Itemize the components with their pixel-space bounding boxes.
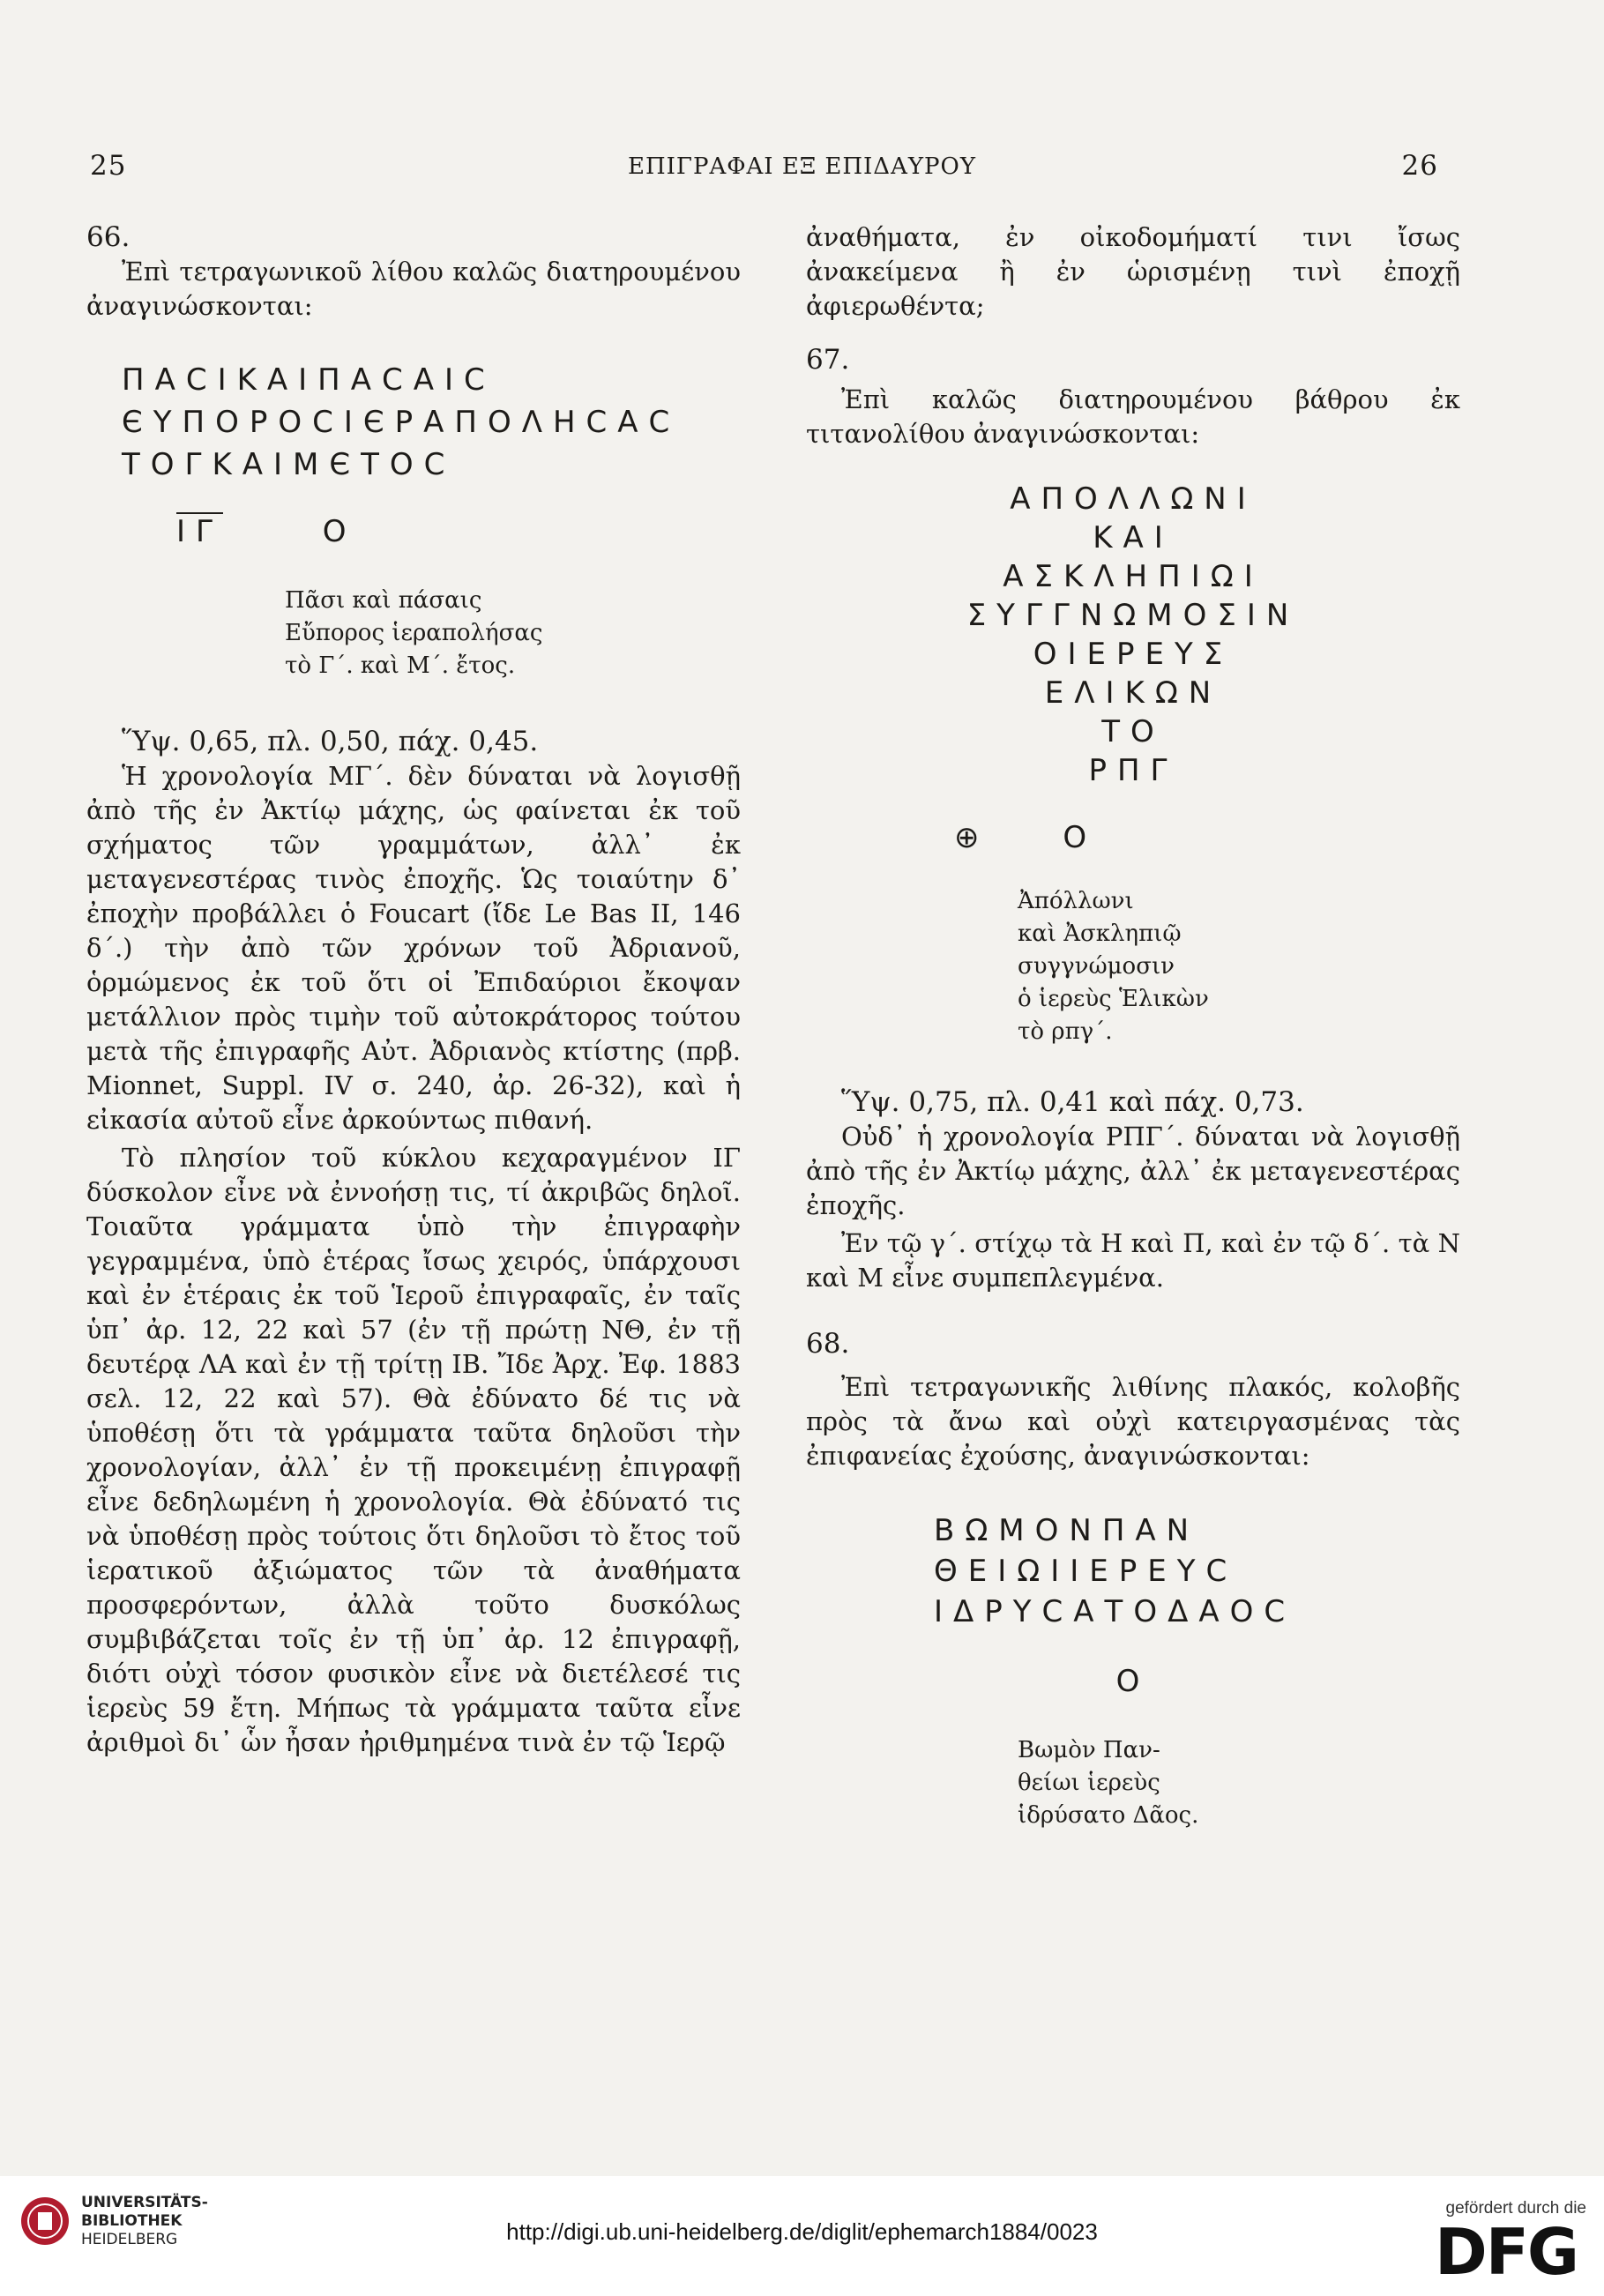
transcription-line: τὸ ρπγ΄.: [1018, 1018, 1113, 1045]
commentary-66-paragraph-2: Τὸ πλησίον τοῦ κύκλου κεχαραγμένον ΙΓ δύσκολον εἶνε νὰ ἐννοήσῃ τις, τί ἀκριβῶς δηλοῖ. Τοιαῦτα γράμματα ὑπὸ τὴν ἐπιγραφὴν γεγραμμένα, ὑπὸ ἑτέρας ἴσως χειρός, ὑπάρχουσι καὶ ἐν ἑτέραις ἐκ τοῦ Ἱεροῦ ἐπιγραφαῖς, ἐν ταῖς ὑπ᾽ ἀρ. 12, 22 καὶ 57 (ἐν τῇ πρώτῃ ΝΘ, ἐν τῇ δευτέρᾳ ΛΑ καὶ ἐν τῇ τρίτῃ ΙΒ. Ἴδε Ἀρχ. Ἐφ. 1883 σελ. 12, 22 καὶ 57). Θὰ ἐδύνατο δέ τις νὰ ὑποθέσῃ ὅτι τὰ γράμματα ταῦτα δηλοῦσι τὴν χρονολογίαν, ἀλλ᾽ ἐν τῇ προκειμένῃ ἐπιγραφῇ εἶνε δεδηλωμένη ἡ χρονολογία. Θὰ ἐδύνατό τις νὰ ὑποθέσῃ πρὸς τούτοις ὅτι δηλοῦσι τὸ ἔτος τοῦ ἱερατικοῦ ἀξιώματος τῶν τὰ ἀναθήματα προσφερόντων, ἀλλὰ τοῦτο δυσκόλως συμβιβάζεται τοῖς ἐν τῇ ὑπ᾽ ἀρ. 12 ἐπιγραφῇ, διότι οὐχὶ τόσον φυσικὸν εἶνε νὰ διετέλεσέ τις ἱερεὺς 59 ἔτη. Μήπως τὰ γράμματα ταῦτα εἶνε ἀριθμοὶ δι᾽ ὧν ἦσαν ἠριθμημένα τινὰ ἐν τῷ Ἱερῷ: [86, 1143, 741, 1757]
inscription-66: [122, 359, 741, 486]
transcription-line: καὶ Ἀσκληπιῷ: [1018, 921, 1182, 947]
commentary-67-paragraph-2: Ἐν τῷ γ΄. στίχῳ τὰ Η καὶ Π, καὶ ἐν τῷ δ΄. τὰ Ν καὶ Μ εἶνε συμπεπλεγμένα.: [806, 1228, 1460, 1293]
commentary-67-paragraph-1: Οὐδ᾽ ἡ χρονολογία ΡΠΓ΄. δύναται νὰ λογισθῇ ἀπὸ τῆς ἐν Ἀκτίῳ μάχης, ἀλλ᾽ ἐκ μεταγενεστέρας ἐποχῆς.: [806, 1122, 1460, 1220]
circled-cross-symbol: ⊕: [954, 820, 990, 855]
inscription-line: ΠΑCΙΚΑΙΠΑCΑΙC: [122, 362, 496, 398]
inscription-67: [806, 480, 1460, 790]
inscription-line: ΙΔΡΥCΑΤΟΔΑΟC: [934, 1594, 1296, 1629]
transcription-67: [1018, 885, 1460, 1048]
transcription-line: Εὔπορος ἱεραπολήσας: [285, 620, 543, 646]
continuation-text: ἀναθήματα, ἐν οἰκοδομήματί τινι ἴσως ἀνακείμενα ἢ ἐν ὡρισμένῃ τινὶ ἐποχῇ ἀφιερωθέντα;: [806, 222, 1460, 321]
inscription-line: ΑΣΚΛΗΠΙΩΙ: [1003, 559, 1264, 594]
running-title: ΕΠΙΓΡΑΦΑΙ ΕΞ ΕΠΙΔΑΥΡΟΥ: [627, 153, 976, 180]
transcription-line: Πᾶσι καὶ πάσαις: [285, 587, 482, 614]
section-number-67: 67.: [806, 344, 850, 376]
inscription-67-marks: [954, 816, 1460, 859]
inscription-line: ΤΟ: [1101, 714, 1165, 749]
inscription-line: ΟΙΕΡΕΥΣ: [1033, 637, 1234, 672]
inscription-line: ΤΟΓΚΑΙΜЄΤΟC: [122, 447, 456, 482]
transcription-line: ὁ ἱερεὺς Ἑλικὼν: [1018, 986, 1209, 1012]
inscription-line: ΣΥΓΓΝΩΜΟΣΙΝ: [966, 598, 1300, 633]
inscription-line: ΕΛΙΚΩΝ: [1044, 675, 1222, 711]
transcription-line: ἱδρύσατο Δᾶος.: [1018, 1802, 1199, 1829]
sponsor-text: gefördert durch die: [1445, 2199, 1586, 2218]
page-number-left: 25: [90, 150, 127, 182]
inscription-68: [934, 1510, 1460, 1632]
section-66-intro: Ἐπὶ τετραγωνικοῦ λίθου καλῶς διατηρουμένου ἀναγινώσκονται:: [86, 257, 741, 321]
section-number-68: 68.: [806, 1328, 850, 1360]
right-column: [806, 220, 1460, 1832]
library-name-line: UNIVERSITÄTS-: [81, 2194, 208, 2211]
inscription-line: ЄΥΠΟΡΟCΙЄΡΑΠΟΛΗCΑC: [122, 405, 681, 440]
transcription-line: συγγνώμοσιν: [1018, 953, 1175, 980]
commentary-66-paragraph-1: Ἡ χρονολογία ΜΓ΄. δὲν δύναται νὰ λογισθῇ ἀπὸ τῆς ἐν Ἀκτίῳ μάχης, ὡς φαίνεται ἐκ τοῦ σχήματος τῶν γραμμάτων, ἀλλ᾽ ἐκ μεταγενεστέρας τινὸς ἐποχῆς. Ὡς τοιαύτην δ᾽ ἐποχὴν προβάλλει ὁ Foucart (ἴδε Le Bas II, 146 δ΄.) τὴν ἀπὸ τῶν χρόνων τοῦ Ἀδριανοῦ, ὁρμώμενος ἐκ τοῦ ὅτι οἱ Ἐπιδαύριοι ἔκοψαν μετάλλιον πρὸς τιμὴν τοῦ αὐτοκράτορος τούτου μετὰ τῆς ἐπιγραφῆς Αὐτ. Ἀδριανὸς κτίστης (πρβ. Mionnet, Suppl. IV σ. 240, ἀρ. 26-32), καὶ ἡ εἰκασία αὐτοῦ εἶνε ἀρκούντως πιθανή.: [86, 761, 741, 1135]
transcription-66: [285, 585, 741, 682]
inscription-symbol: Ο: [322, 514, 357, 549]
inscription-line: ΚΑΙ: [1093, 520, 1174, 555]
left-column: [86, 220, 741, 1760]
transcription-line: θείωι ἱερεὺς: [1018, 1770, 1160, 1796]
source-url-link[interactable]: http://digi.ub.uni-heidelberg.de/diglit/ephemarch1884/0023: [506, 2218, 1098, 2245]
library-name-line: BIBLIOTHEK: [81, 2212, 183, 2230]
digitization-footer: [0, 2176, 1604, 2296]
transcription-68: [1018, 1734, 1460, 1832]
inscription-68-symbol: Ο: [1115, 1664, 1151, 1699]
circle-symbol: Ο: [1063, 820, 1098, 855]
inscription-66-marks: [176, 511, 741, 553]
inscription-line: ΑΠΟΛΛΩΝΙ: [1010, 481, 1257, 517]
section-67-intro: Ἐπὶ καλῶς διατηρουμένου βάθρου ἐκ τιτανολίθου ἀναγινώσκονται:: [806, 384, 1460, 449]
section-number-66: 66.: [86, 221, 131, 253]
inscription-line: ΘΕΙΩΙΙΕΡΕΥC: [934, 1554, 1238, 1589]
dfg-logo: DFG: [1434, 2215, 1578, 2289]
section-68-intro: Ἐπὶ τετραγωνικῆς λιθίνης πλακός, κολοβῆς πρὸς τὰ ἄνω καὶ οὐχὶ κατειργασμένας τὰς ἐπιφανείας ἐχούσης, ἀναγινώσκονται:: [806, 1372, 1460, 1471]
page-number-right: 26: [1401, 150, 1438, 182]
inscription-date: $\overline{I\Gamma}$: [176, 514, 223, 549]
transcription-line: Ἀπόλλωνι: [1018, 888, 1134, 914]
inscription-line: ΡΠΓ: [1088, 753, 1178, 788]
dimensions-66: Ὕψ. 0,65, πλ. 0,50, πάχ. 0,45.: [122, 726, 539, 757]
dimensions-67: Ὕψ. 0,75, πλ. 0,41 καὶ πάχ. 0,73.: [841, 1086, 1304, 1118]
transcription-line: τὸ Γ΄. καὶ Μ΄. ἔτος.: [285, 652, 516, 679]
library-name-line: HEIDELBERG: [81, 2231, 178, 2248]
transcription-line: Βωμὸν Παν-: [1018, 1737, 1160, 1763]
inscription-line: ΒΩΜΟΝΠΑΝ: [934, 1513, 1200, 1548]
